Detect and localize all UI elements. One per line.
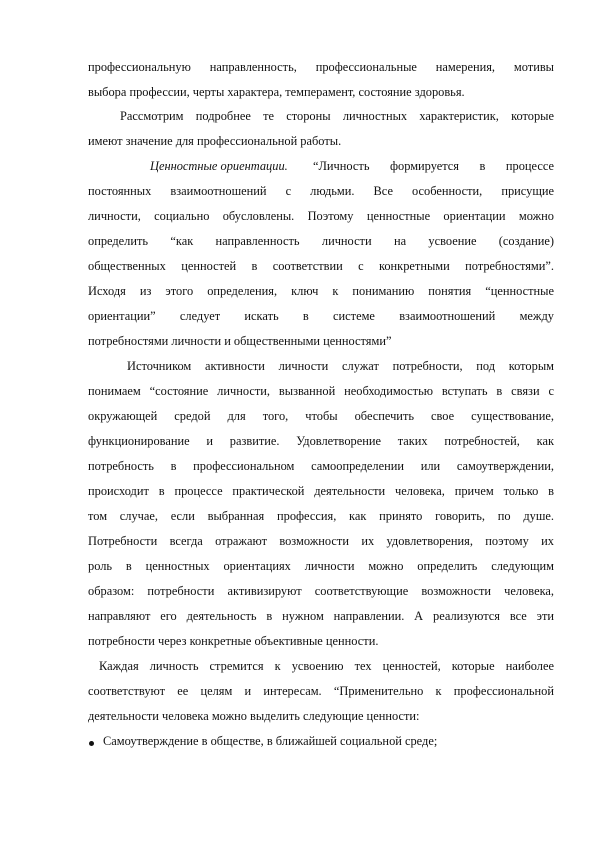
text-line: потребностями личности и общественными ценностями”	[88, 334, 392, 348]
text-line: происходит в процессе практической деятельности человека, причем только в	[88, 484, 554, 498]
text-line: Исходя из этого определения, ключ к пониманию понятия “ценностные	[88, 284, 554, 298]
text-line: выбора профессии, черты характера, темперамент, состояние здоровья.	[88, 85, 465, 99]
text-line: имеют значение для профессиональной работы.	[88, 134, 342, 148]
text-line: потребность в профессиональном самоопределении или самоутверждении,	[88, 459, 554, 473]
text-line: профессиональную направленность, профессиональные намерения, мотивы	[88, 60, 554, 74]
paragraph-start-line: Рассмотрим подробнее те стороны личностных характеристик, которые	[120, 109, 554, 123]
text-line: деятельности человека можно выделить следующие ценности:	[88, 709, 420, 723]
text-line: ориентации” следует искать в системе взаимоотношений между	[88, 309, 554, 323]
paragraph-start-line: Каждая личность стремится к усвоению тех ценностей, которые наиболее	[99, 659, 554, 673]
text-line: определить “как направленность личности на усвоение (создание)	[88, 234, 554, 248]
text-line: том случае, если выбранная профессия, как принято говорить, по душе.	[88, 509, 554, 523]
text-line: “Личность формируется в процессе	[313, 159, 554, 173]
list-item: Самоутверждение в обществе, в ближайшей социальной среде;	[103, 734, 438, 748]
text-line: образом: потребности активизируют соответствующие возможности человека,	[88, 584, 554, 598]
text-line: соответствуют ее целям и интересам. “Применительно к профессиональной	[88, 684, 554, 698]
text-line: функционирование и развитие. Удовлетворение таких потребностей, как	[88, 434, 554, 448]
section-heading: Ценностные ориентации.	[150, 159, 288, 173]
text-line: общественных ценностей в соответствии с конкретными потребностями”.	[88, 259, 554, 273]
text-line: потребности через конкретные объективные ценности.	[88, 634, 379, 648]
text-line: понимаем “состояние личности, вызванной необходимостью вступать в связи с	[88, 384, 554, 398]
text-line: постоянных взаимоотношений с людьми. Все особенности, присущие	[88, 184, 554, 198]
bullet-icon	[89, 741, 94, 746]
text-line: Потребности всегда отражают возможности их удовлетворения, поэтому их	[88, 534, 554, 548]
text-line: роль в ценностных ориентациях личности можно определить следующим	[88, 559, 554, 573]
text-line: окружающей средой для того, чтобы обеспечить свое существование,	[88, 409, 554, 423]
paragraph-start-line: Источником активности личности служат потребности, под которым	[127, 359, 554, 373]
text-line: личности, социально обусловлены. Поэтому ценностные ориентации можно	[88, 209, 554, 223]
text-line: направляют его деятельность в нужном направлении. А реализуются все эти	[88, 609, 554, 623]
